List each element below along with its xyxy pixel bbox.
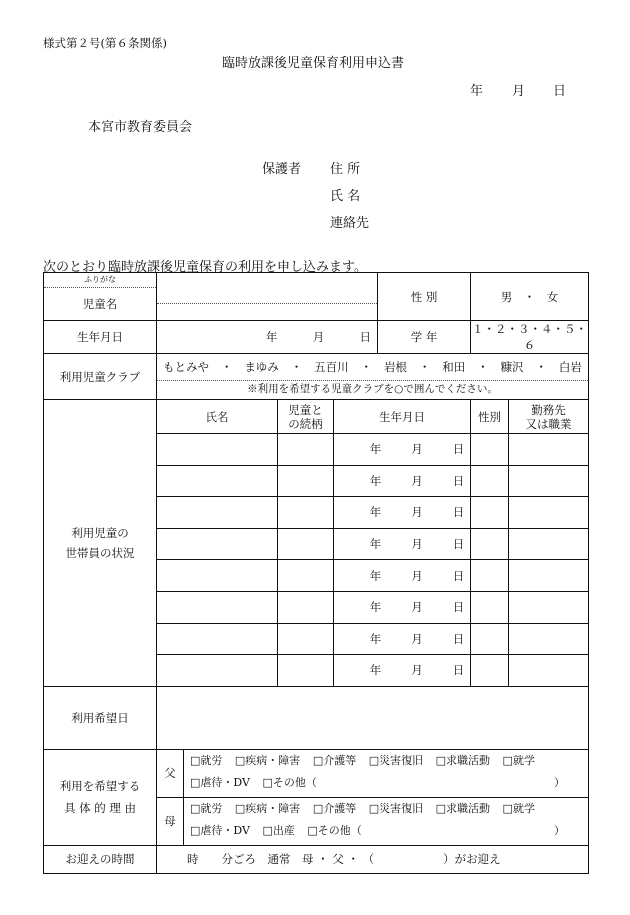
father-reason-line1 [184, 750, 588, 772]
club-note: ※利用を希望する児童クラブを○で囲んでください。 [157, 380, 588, 398]
mother-reason-birth[interactable]: □出産 [262, 823, 295, 837]
household-label-line2: 世帯員の状況 [65, 545, 135, 560]
club-separator: ・ [477, 360, 489, 374]
member-relation-field[interactable] [278, 434, 334, 466]
mother-reason-work[interactable]: □就労 [190, 801, 223, 815]
birth-day: 日 [359, 330, 372, 344]
member-birth-field[interactable] [334, 591, 471, 623]
col-header-relation-line2: の続柄 [288, 416, 323, 431]
member-name-field[interactable] [157, 528, 278, 560]
reason-label [44, 749, 157, 845]
club-label: 利用児童クラブ [44, 354, 157, 400]
mother-reason-cell [157, 797, 589, 845]
member-work-field[interactable] [509, 655, 589, 687]
child-name-label-cell [44, 273, 157, 321]
father-reason-line2 [184, 772, 588, 794]
child-name-field[interactable] [157, 273, 378, 321]
member-name-field[interactable] [157, 591, 278, 623]
grade-label: 学 年 [378, 321, 471, 354]
form-title: 臨時放課後児童保育利用申込書 [222, 56, 405, 71]
member-work-field[interactable] [509, 465, 589, 497]
club-mayumi[interactable]: まゆみ [244, 360, 279, 374]
member-work-field[interactable] [509, 434, 589, 466]
club-cell [157, 354, 589, 400]
member-birth-month: 月 [411, 663, 423, 678]
club-wada[interactable]: 和田 [442, 360, 466, 374]
mother-label: 母 [157, 798, 184, 845]
reason-label-line2: 具 体 的 理 由 [63, 801, 137, 816]
furigana-label: ふりがな [44, 273, 156, 288]
birth-month: 月 [312, 330, 325, 344]
mother-reason-other[interactable]: □その他（ [307, 823, 362, 837]
household-label [44, 400, 157, 687]
member-work-field[interactable] [509, 591, 589, 623]
member-birth-field[interactable] [334, 434, 471, 466]
club-options[interactable] [157, 355, 588, 380]
member-birth-field[interactable] [334, 497, 471, 529]
col-header-work-line1: 勤務先 [531, 402, 566, 417]
member-name-field[interactable] [157, 560, 278, 592]
member-name-field[interactable] [157, 465, 278, 497]
desired-date-label: 利用希望日 [44, 686, 157, 749]
guardian-address-label: 住 所 [330, 162, 361, 177]
col-header-work-line2: 又は職業 [525, 416, 572, 431]
member-gender-field[interactable] [471, 528, 509, 560]
member-relation-field[interactable] [278, 528, 334, 560]
member-birth-year: 年 [369, 631, 382, 646]
birth-date-label: 生年月日 [44, 321, 157, 354]
member-gender-field[interactable] [471, 465, 509, 497]
date-month: 月 [512, 84, 526, 99]
member-birth-month: 月 [411, 442, 423, 457]
member-birth-month: 月 [411, 631, 423, 646]
member-birth-year: 年 [369, 473, 382, 488]
desired-date-field[interactable] [157, 686, 589, 749]
household-label-line1: 利用児童の [71, 525, 129, 540]
member-relation-field[interactable] [278, 465, 334, 497]
father-reason-cell [157, 749, 589, 797]
mother-reason-illness[interactable]: □疾病・障害 [234, 801, 301, 815]
member-birth-field[interactable] [334, 560, 471, 592]
father-reason-abuse[interactable]: □虐待・DV [190, 775, 250, 789]
member-relation-field[interactable] [278, 560, 334, 592]
reason-label-line1: 利用を希望する [59, 779, 141, 794]
date-day: 日 [553, 84, 567, 99]
member-birth-year: 年 [369, 600, 382, 615]
father-label: 父 [157, 750, 184, 797]
member-gender-field[interactable] [471, 434, 509, 466]
member-gender-field[interactable] [471, 591, 509, 623]
mother-reason-disaster[interactable]: □災害復旧 [368, 801, 424, 815]
member-birth-day: 日 [452, 600, 465, 615]
grade-options[interactable]: １・２・３・４・５・６ [472, 322, 588, 352]
father-reason-work[interactable]: □就労 [190, 753, 223, 767]
mother-reason-care[interactable]: □介護等 [312, 801, 357, 815]
mother-reason-line2 [184, 820, 588, 842]
member-gender-field[interactable] [471, 655, 509, 687]
father-reason-study[interactable]: □就学 [502, 753, 535, 767]
mother-reason-abuse[interactable]: □虐待・DV [190, 823, 250, 837]
member-gender-field[interactable] [471, 497, 509, 529]
member-name-field[interactable] [157, 623, 278, 655]
application-table [43, 272, 589, 874]
club-shiroiwa[interactable]: 白岩 [558, 360, 582, 374]
member-birth-month: 月 [411, 473, 423, 488]
guardian-label: 保護者 [262, 162, 302, 177]
member-birth-day: 日 [452, 442, 465, 457]
member-gender-field[interactable] [471, 560, 509, 592]
father-reason-other[interactable]: □その他（ [262, 775, 317, 789]
member-work-field[interactable] [509, 623, 589, 655]
member-relation-field[interactable] [278, 623, 334, 655]
father-reason-disaster[interactable]: □災害復旧 [368, 753, 424, 767]
member-name-field[interactable] [157, 497, 278, 529]
addressee: 本宮市教育委員会 [88, 120, 193, 135]
member-birth-day: 日 [452, 505, 465, 520]
club-iokawa[interactable]: 五百川 [314, 360, 349, 374]
member-birth-field[interactable] [334, 623, 471, 655]
member-birth-year: 年 [369, 568, 382, 583]
club-iwane[interactable]: 岩根 [383, 360, 407, 374]
club-separator: ・ [220, 360, 233, 374]
father-close-paren: ） [554, 775, 566, 789]
member-work-field[interactable] [509, 497, 589, 529]
member-birth-month: 月 [411, 568, 423, 583]
form-number: 様式第２号(第６条関係) [43, 36, 167, 50]
birth-date-field[interactable] [157, 321, 378, 354]
mother-reason-study[interactable]: □就学 [502, 801, 535, 815]
guardian-contact-label: 連絡先 [330, 216, 370, 231]
date-year: 年 [470, 84, 484, 99]
member-birth-month: 月 [411, 537, 423, 552]
col-header-relation [278, 400, 334, 434]
col-header-name: 氏名 [157, 400, 278, 434]
mother-reason-jobseek[interactable]: □求職活動 [435, 801, 491, 815]
member-birth-field[interactable] [334, 655, 471, 687]
member-birth-field[interactable] [334, 465, 471, 497]
member-birth-year: 年 [369, 505, 382, 520]
mother-close-paren: ） [554, 823, 566, 837]
col-header-relation-line1: 児童と [288, 402, 323, 417]
member-birth-field[interactable] [334, 528, 471, 560]
club-separator: ・ [360, 360, 373, 374]
club-motomiya[interactable]: もとみや [163, 360, 209, 374]
member-birth-day: 日 [452, 537, 465, 552]
member-birth-year: 年 [369, 663, 382, 678]
member-birth-year: 年 [369, 537, 382, 552]
member-work-field[interactable] [509, 560, 589, 592]
club-separator: ・ [290, 360, 303, 374]
birth-year: 年 [265, 330, 278, 344]
member-name-field[interactable] [157, 434, 278, 466]
member-gender-field[interactable] [471, 623, 509, 655]
pickup-field[interactable]: 時 分ごろ 通常 母 ・ 父 ・ （ ）がお迎え [157, 845, 589, 873]
col-header-gender: 性別 [471, 400, 509, 434]
intro-text: 次のとおり臨時放課後児童保育の利用を申し込みます。 [43, 260, 367, 275]
col-header-work [509, 400, 589, 434]
member-relation-field[interactable] [278, 591, 334, 623]
child-name-label: 児童名 [82, 297, 118, 311]
guardian-name-label: 氏 名 [330, 189, 361, 204]
gender-label: 性 別 [378, 273, 471, 321]
member-name-field[interactable] [157, 655, 278, 687]
member-birth-month: 月 [411, 600, 423, 615]
member-birth-day: 日 [452, 631, 465, 646]
member-relation-field[interactable] [278, 655, 334, 687]
member-birth-day: 日 [452, 568, 465, 583]
mother-reason-line1 [184, 798, 588, 820]
father-reason-care[interactable]: □介護等 [312, 753, 357, 767]
father-reason-jobseek[interactable]: □求職活動 [435, 753, 491, 767]
club-separator: ・ [535, 360, 547, 374]
member-work-field[interactable] [509, 528, 589, 560]
club-nukazawa[interactable]: 糠沢 [500, 360, 524, 374]
col-header-birth: 生年月日 [334, 400, 471, 434]
member-birth-day: 日 [452, 473, 465, 488]
pickup-label: お迎えの時間 [44, 845, 157, 873]
member-birth-month: 月 [411, 505, 423, 520]
member-relation-field[interactable] [278, 497, 334, 529]
gender-options[interactable]: 男 ・ 女 [471, 273, 589, 321]
father-reason-illness[interactable]: □疾病・障害 [234, 753, 301, 767]
member-birth-day: 日 [452, 663, 465, 678]
member-birth-year: 年 [369, 442, 382, 457]
club-separator: ・ [418, 360, 431, 374]
